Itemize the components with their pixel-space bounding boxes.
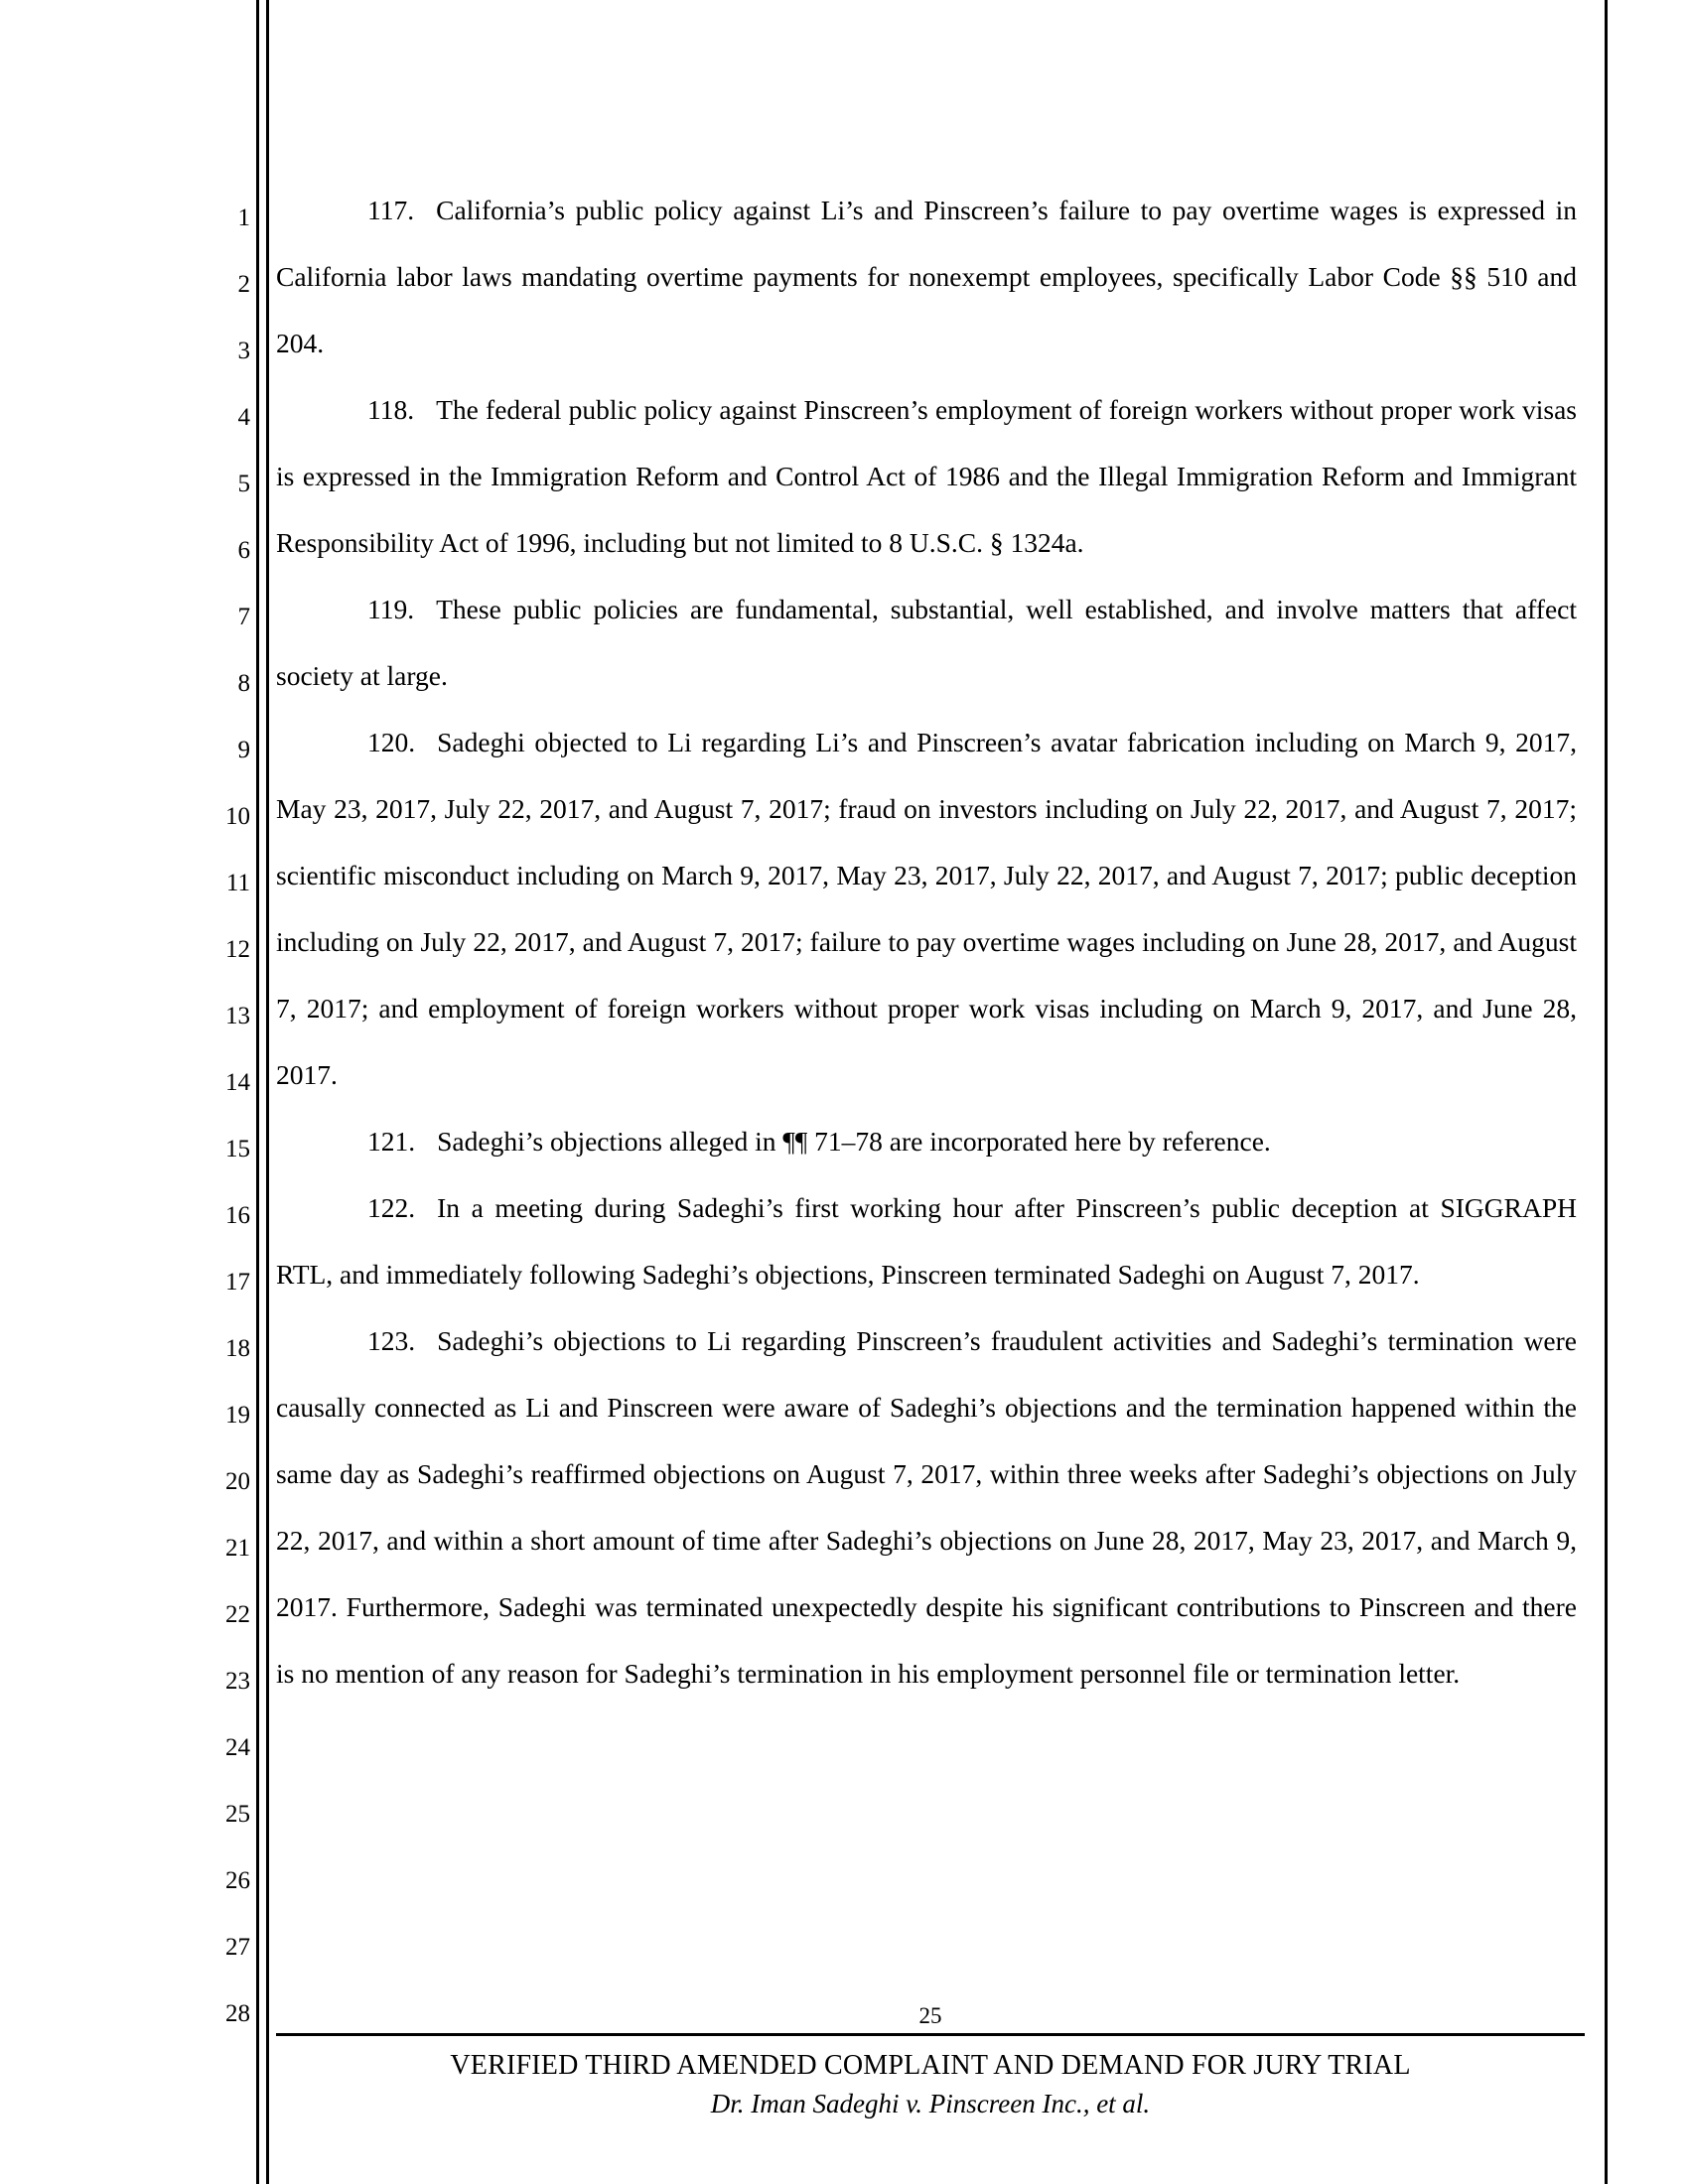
line-number: 17 — [225, 1269, 250, 1296]
paragraph-text: These public policies are fundamental, substantial, well established, and involve matters that affect society at large. — [276, 594, 1577, 691]
line-number: 18 — [225, 1335, 250, 1362]
page-footer — [276, 2003, 1585, 2121]
left-margin-rule-outer — [256, 0, 259, 2184]
line-number: 13 — [225, 1003, 250, 1029]
paragraph-number: 123. — [367, 1325, 416, 1356]
paragraph-text: Sadeghi objected to Li regarding Li’s and Pinscreen’s avatar fabrication including on March 9, 2017, May 23, 2017, July 22, 2017, and August 7, 2017; fraud on investors including on July 22, 2017, and August 7, 2017; scientific misconduct including on March 9, 2017, May 23, 2017, July 22, 2017, and August 7, 2017; public deception including on July 22, 2017, and August 7, 2017; failure to pay overtime wages including on June 28, 2017, and August 7, 2017; and employment of foreign workers without proper work visas including on March 9, 2017, and June 28, 2017. — [276, 727, 1577, 1090]
line-number: 9 — [237, 737, 250, 763]
line-number: 22 — [225, 1601, 250, 1628]
line-number: 1 — [237, 205, 250, 231]
page-number: 25 — [918, 2003, 942, 2028]
line-number: 26 — [225, 1867, 250, 1894]
line-number: 15 — [225, 1136, 250, 1162]
document-body — [276, 177, 1577, 1706]
paragraph-text: The federal public policy against Pinscreen’s employment of foreign workers without proper work visas is expressed in the Immigration Reform and Control Act of 1986 and the Illegal Immigration Reform and Immigrant Responsibility Act of 1996, including but not limited to 8 U.S.C. § 1324a. — [276, 394, 1577, 558]
line-number: 27 — [225, 1934, 250, 1961]
line-number: 3 — [237, 338, 250, 364]
footer-case-caption: Dr. Iman Sadeghi v. Pinscreen Inc., et al. — [710, 2089, 1151, 2118]
left-margin-rule-inner — [266, 0, 269, 2184]
line-number-column — [195, 185, 250, 2047]
line-number: 7 — [237, 604, 250, 630]
paragraph-120 — [276, 709, 1577, 1108]
line-number: 19 — [225, 1402, 250, 1429]
paragraph-123 — [276, 1307, 1577, 1706]
line-number: 21 — [225, 1535, 250, 1562]
line-number: 11 — [225, 870, 250, 896]
footer-divider — [276, 2033, 1585, 2036]
paragraph-number: 117. — [367, 195, 415, 225]
paragraph-number: 119. — [367, 594, 415, 624]
footer-title: VERIFIED THIRD AMENDED COMPLAINT AND DEMAND FOR JURY TRIAL — [450, 2050, 1411, 2081]
line-number: 4 — [237, 404, 250, 431]
line-number: 2 — [237, 271, 250, 298]
paragraph-text: California’s public policy against Li’s and Pinscreen’s failure to pay overtime wages is expressed in California labor laws mandating overtime payments for nonexempt employees, specifically Labor Code §§ 510 and 204. — [276, 195, 1577, 358]
paragraph-text: In a meeting during Sadeghi’s first working hour after Pinscreen’s public deception at SIGGRAPH RTL, and immediately following Sadeghi’s objections, Pinscreen terminated Sadeghi on August 7, 2017. — [276, 1192, 1577, 1290]
line-number: 6 — [237, 537, 250, 564]
paragraph-number: 122. — [367, 1192, 416, 1223]
line-number: 10 — [225, 803, 250, 830]
paragraph-118 — [276, 376, 1577, 576]
line-number: 14 — [225, 1069, 250, 1096]
paragraph-number: 120. — [367, 727, 416, 757]
line-number: 5 — [237, 471, 250, 497]
paragraph-122 — [276, 1174, 1577, 1307]
line-number: 23 — [225, 1668, 250, 1695]
paragraph-121 — [276, 1108, 1577, 1174]
paragraph-text: Sadeghi’s objections to Li regarding Pinscreen’s fraudulent activities and Sadeghi’s termination were causally connected as Li and Pinscreen were aware of Sadeghi’s objections and the termination happened within the same day as Sadeghi’s reaffirmed objections on August 7, 2017, within three weeks after Sadeghi’s objections on July 22, 2017, and within a short amount of time after Sadeghi’s objections on June 28, 2017, May 23, 2017, and March 9, 2017. Furthermore, Sadeghi was terminated unexpectedly despite his significant contributions to Pinscreen and there is no mention of any reason for Sadeghi’s termination in his employment personnel file or termination letter. — [276, 1325, 1577, 1689]
line-number: 25 — [225, 1801, 250, 1828]
paragraph-119 — [276, 576, 1577, 709]
right-margin-rule — [1605, 0, 1608, 2184]
line-number: 12 — [225, 936, 250, 963]
line-number: 8 — [237, 670, 250, 697]
line-number: 16 — [225, 1202, 250, 1229]
line-number: 28 — [225, 2000, 250, 2027]
paragraph-number: 121. — [367, 1126, 416, 1157]
paragraph-number: 118. — [367, 394, 415, 425]
paragraph-text: Sadeghi’s objections alleged in ¶¶ 71–78 are incorporated here by reference. — [437, 1126, 1271, 1157]
paragraph-117 — [276, 177, 1577, 376]
line-number: 20 — [225, 1468, 250, 1495]
line-number: 24 — [225, 1734, 250, 1761]
